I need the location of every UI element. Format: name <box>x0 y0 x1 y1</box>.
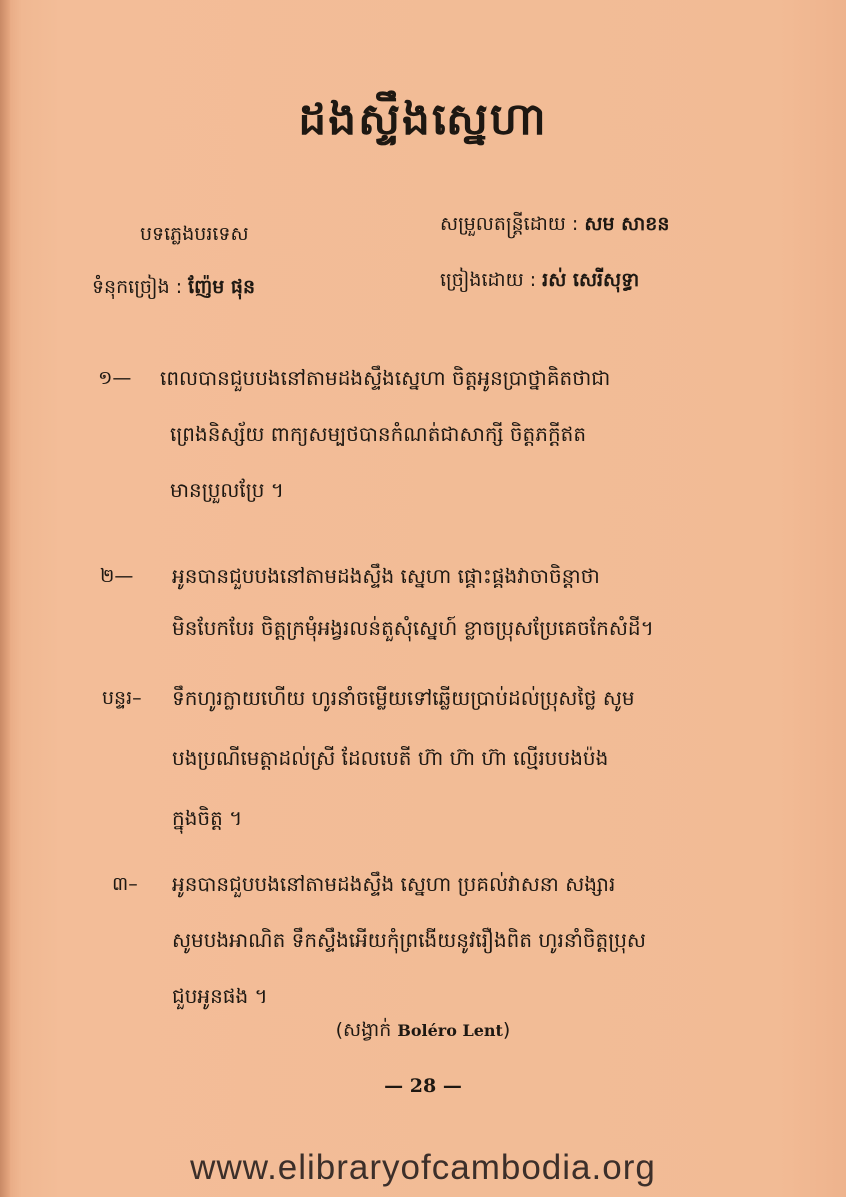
verse-number: ៣– <box>112 873 138 895</box>
verse-line: ព្រេងនិស្ស័យ ពាក្យសម្បថបានកំណត់ជាសាក្សី ចិត្តភក្តីឥត <box>170 422 587 446</box>
rhythm-prefix: (សង្វាក់ <box>335 1019 392 1041</box>
lyricist-credit <box>92 275 255 303</box>
adaptation-label: សម្រួលតន្ត្រីដោយ : <box>440 213 579 235</box>
page-number: — 28 — <box>384 1075 462 1097</box>
verse-line: សូមបងអាណិត ទឹកស្ទឹងអើយកុំព្រងើយនូវរឿងពិត ហូរនាំចិត្តប្រុស <box>172 928 646 952</box>
verse-line: បងប្រណីមេត្តាដល់ស្រី ដែលបេតី ហ៊ា ហ៊ា ហ៊ា ល្មើរបបងប៉ង <box>172 746 609 770</box>
lyricist-name: ញ៉ែម ផុន <box>188 276 256 298</box>
verse-line: មានប្រួលប្រែ ។ <box>170 478 284 502</box>
singer-credit <box>440 268 639 296</box>
adaptation-name: សម សាខន <box>584 213 670 235</box>
lyricist-label: ទំនុកច្រៀង : <box>92 276 183 298</box>
verse-number: ២— <box>100 565 134 587</box>
rhythm-suffix: ) <box>502 1019 511 1041</box>
verse-line: ជួបអូនផង ។ <box>172 984 268 1008</box>
rhythm-note <box>0 1018 846 1046</box>
chorus-label: បន្ទរ– <box>102 687 142 709</box>
song-title: ដងស្ទឹងស្នេហា <box>298 94 548 145</box>
verse-line: ក្នុងចិត្ត ។ <box>172 806 243 830</box>
singer-name: រស់ សេរីសុទ្ធា <box>542 269 640 291</box>
rhythm-name: Boléro Lent <box>397 1021 503 1040</box>
singer-label: ច្រៀងដោយ : <box>440 269 537 291</box>
adaptation-credit <box>440 212 669 240</box>
song-origin: បទភ្លេងបរទេស <box>140 223 249 245</box>
verse-line: អូនបានជួបបងនៅតាមដងស្ទឹង ស្នេហា ផ្គោះផ្គងវាចាចិន្តាថា <box>172 564 600 588</box>
verse-line: ទឹកហូរក្លាយហើយ ហូរនាំចម្លើយទៅឆ្លើយប្រាប់ដល់ប្រុសថ្លៃ សូម <box>172 686 635 710</box>
verse-line: មិនបែកបែរ ចិត្តក្រមុំអង្វរលន់តួសុំស្នេហ៍ ខ្លាចប្រុសប្រែគេចកែសំដី។ <box>172 616 654 640</box>
watermark-text: www.elibraryofcambodia.org <box>190 1148 656 1187</box>
verse-line: អូនបានជួបបងនៅតាមដងស្ទឹង ស្នេហា ប្រគល់វាសនា សង្សារ <box>172 872 616 896</box>
verse-line: ពេលបានជួបបងនៅតាមដងស្ទឹងស្នេហា ចិត្តអូនប្រាថ្នាគិតថាជា <box>160 366 611 390</box>
verse-number: ១— <box>98 367 132 389</box>
